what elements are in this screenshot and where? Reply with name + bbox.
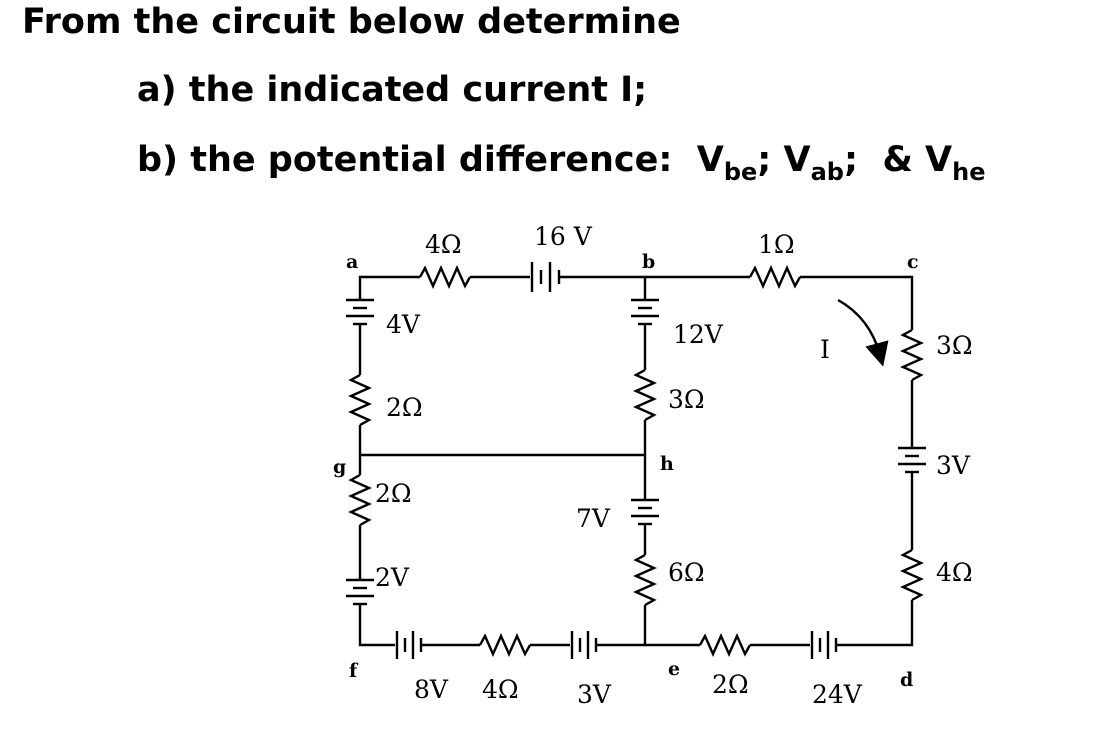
battery-left-2v xyxy=(346,580,374,604)
separator-2: ; xyxy=(843,140,858,180)
battery-mid-7v xyxy=(631,500,659,524)
wire-to-c xyxy=(800,277,912,330)
label-left-4v: 4V xyxy=(386,310,420,339)
label-current-i: I xyxy=(820,335,830,364)
label-top-1ohm: 1Ω xyxy=(758,230,795,259)
label-bottom-3v: 3V xyxy=(577,680,611,709)
label-mid-3ohm: 3Ω xyxy=(668,385,705,414)
label-left-2ohm-top: 2Ω xyxy=(386,393,423,422)
separator-1: ; xyxy=(757,140,772,180)
node-c-label: c xyxy=(907,251,919,273)
wire-top-to-b xyxy=(559,277,645,300)
battery-top-16v xyxy=(532,262,559,292)
resistor-left-2ohm-top xyxy=(351,375,369,425)
node-a-label: a xyxy=(346,251,359,273)
wire-left-to-f xyxy=(360,604,395,645)
resistor-left-2ohm-bottom xyxy=(351,475,369,525)
label-right-3ohm: 3Ω xyxy=(936,331,973,360)
resistor-mid-6ohm xyxy=(636,555,654,605)
node-f-label: f xyxy=(349,660,358,682)
vhe-symbol: V xyxy=(925,140,953,180)
battery-mid-12v xyxy=(631,300,659,324)
battery-bottom-3v xyxy=(572,631,596,659)
label-top-16v: 16 V xyxy=(534,222,592,251)
label-mid-6ohm: 6Ω xyxy=(668,558,705,587)
battery-left-4v xyxy=(346,300,374,324)
battery-bottom-24v xyxy=(812,631,836,659)
node-h-label: h xyxy=(660,453,674,475)
label-right-3v: 3V xyxy=(936,451,970,480)
vab-symbol: V xyxy=(783,140,811,180)
vab-subscript: ab xyxy=(810,158,844,186)
battery-right-3v xyxy=(898,448,926,472)
resistor-right-4ohm xyxy=(903,550,921,600)
resistor-mid-3ohm xyxy=(636,370,654,420)
resistor-bottom-4ohm xyxy=(480,636,530,654)
node-d-label: d xyxy=(900,669,914,691)
node-b-label: b xyxy=(642,251,656,273)
current-arrow xyxy=(838,300,880,355)
resistor-top-1ohm xyxy=(750,268,800,286)
ampersand: & xyxy=(882,140,913,180)
label-bottom-2ohm: 2Ω xyxy=(712,670,749,699)
question-title: From the circuit below determine xyxy=(22,2,681,42)
wire-top-left xyxy=(360,277,420,283)
vbe-symbol: V xyxy=(696,140,724,180)
resistor-top-4ohm xyxy=(420,268,470,286)
label-top-4ohm: 4Ω xyxy=(425,230,462,259)
vbe-subscript: be xyxy=(723,158,758,186)
label-bottom-24v: 24V xyxy=(812,680,862,709)
resistor-bottom-2ohm xyxy=(700,636,750,654)
node-g-label: g xyxy=(333,456,347,478)
label-left-2ohm-bottom: 2Ω xyxy=(375,479,412,508)
wire-right-to-d xyxy=(860,600,912,645)
label-bottom-8v: 8V xyxy=(414,675,448,704)
question-part-a: a) the indicated current I; xyxy=(137,70,648,110)
label-left-2v: 2V xyxy=(375,563,409,592)
part-b-prefix: b) the potential difference: xyxy=(137,140,673,180)
node-e-label: e xyxy=(668,658,681,680)
resistor-right-3ohm xyxy=(903,330,921,380)
label-mid-12v: 12V xyxy=(673,320,723,349)
label-mid-7v: 7V xyxy=(576,504,610,533)
label-bottom-4ohm: 4Ω xyxy=(482,675,519,704)
battery-bottom-8v xyxy=(397,631,421,659)
vhe-subscript: he xyxy=(952,158,986,186)
label-right-4ohm: 4Ω xyxy=(936,558,973,587)
